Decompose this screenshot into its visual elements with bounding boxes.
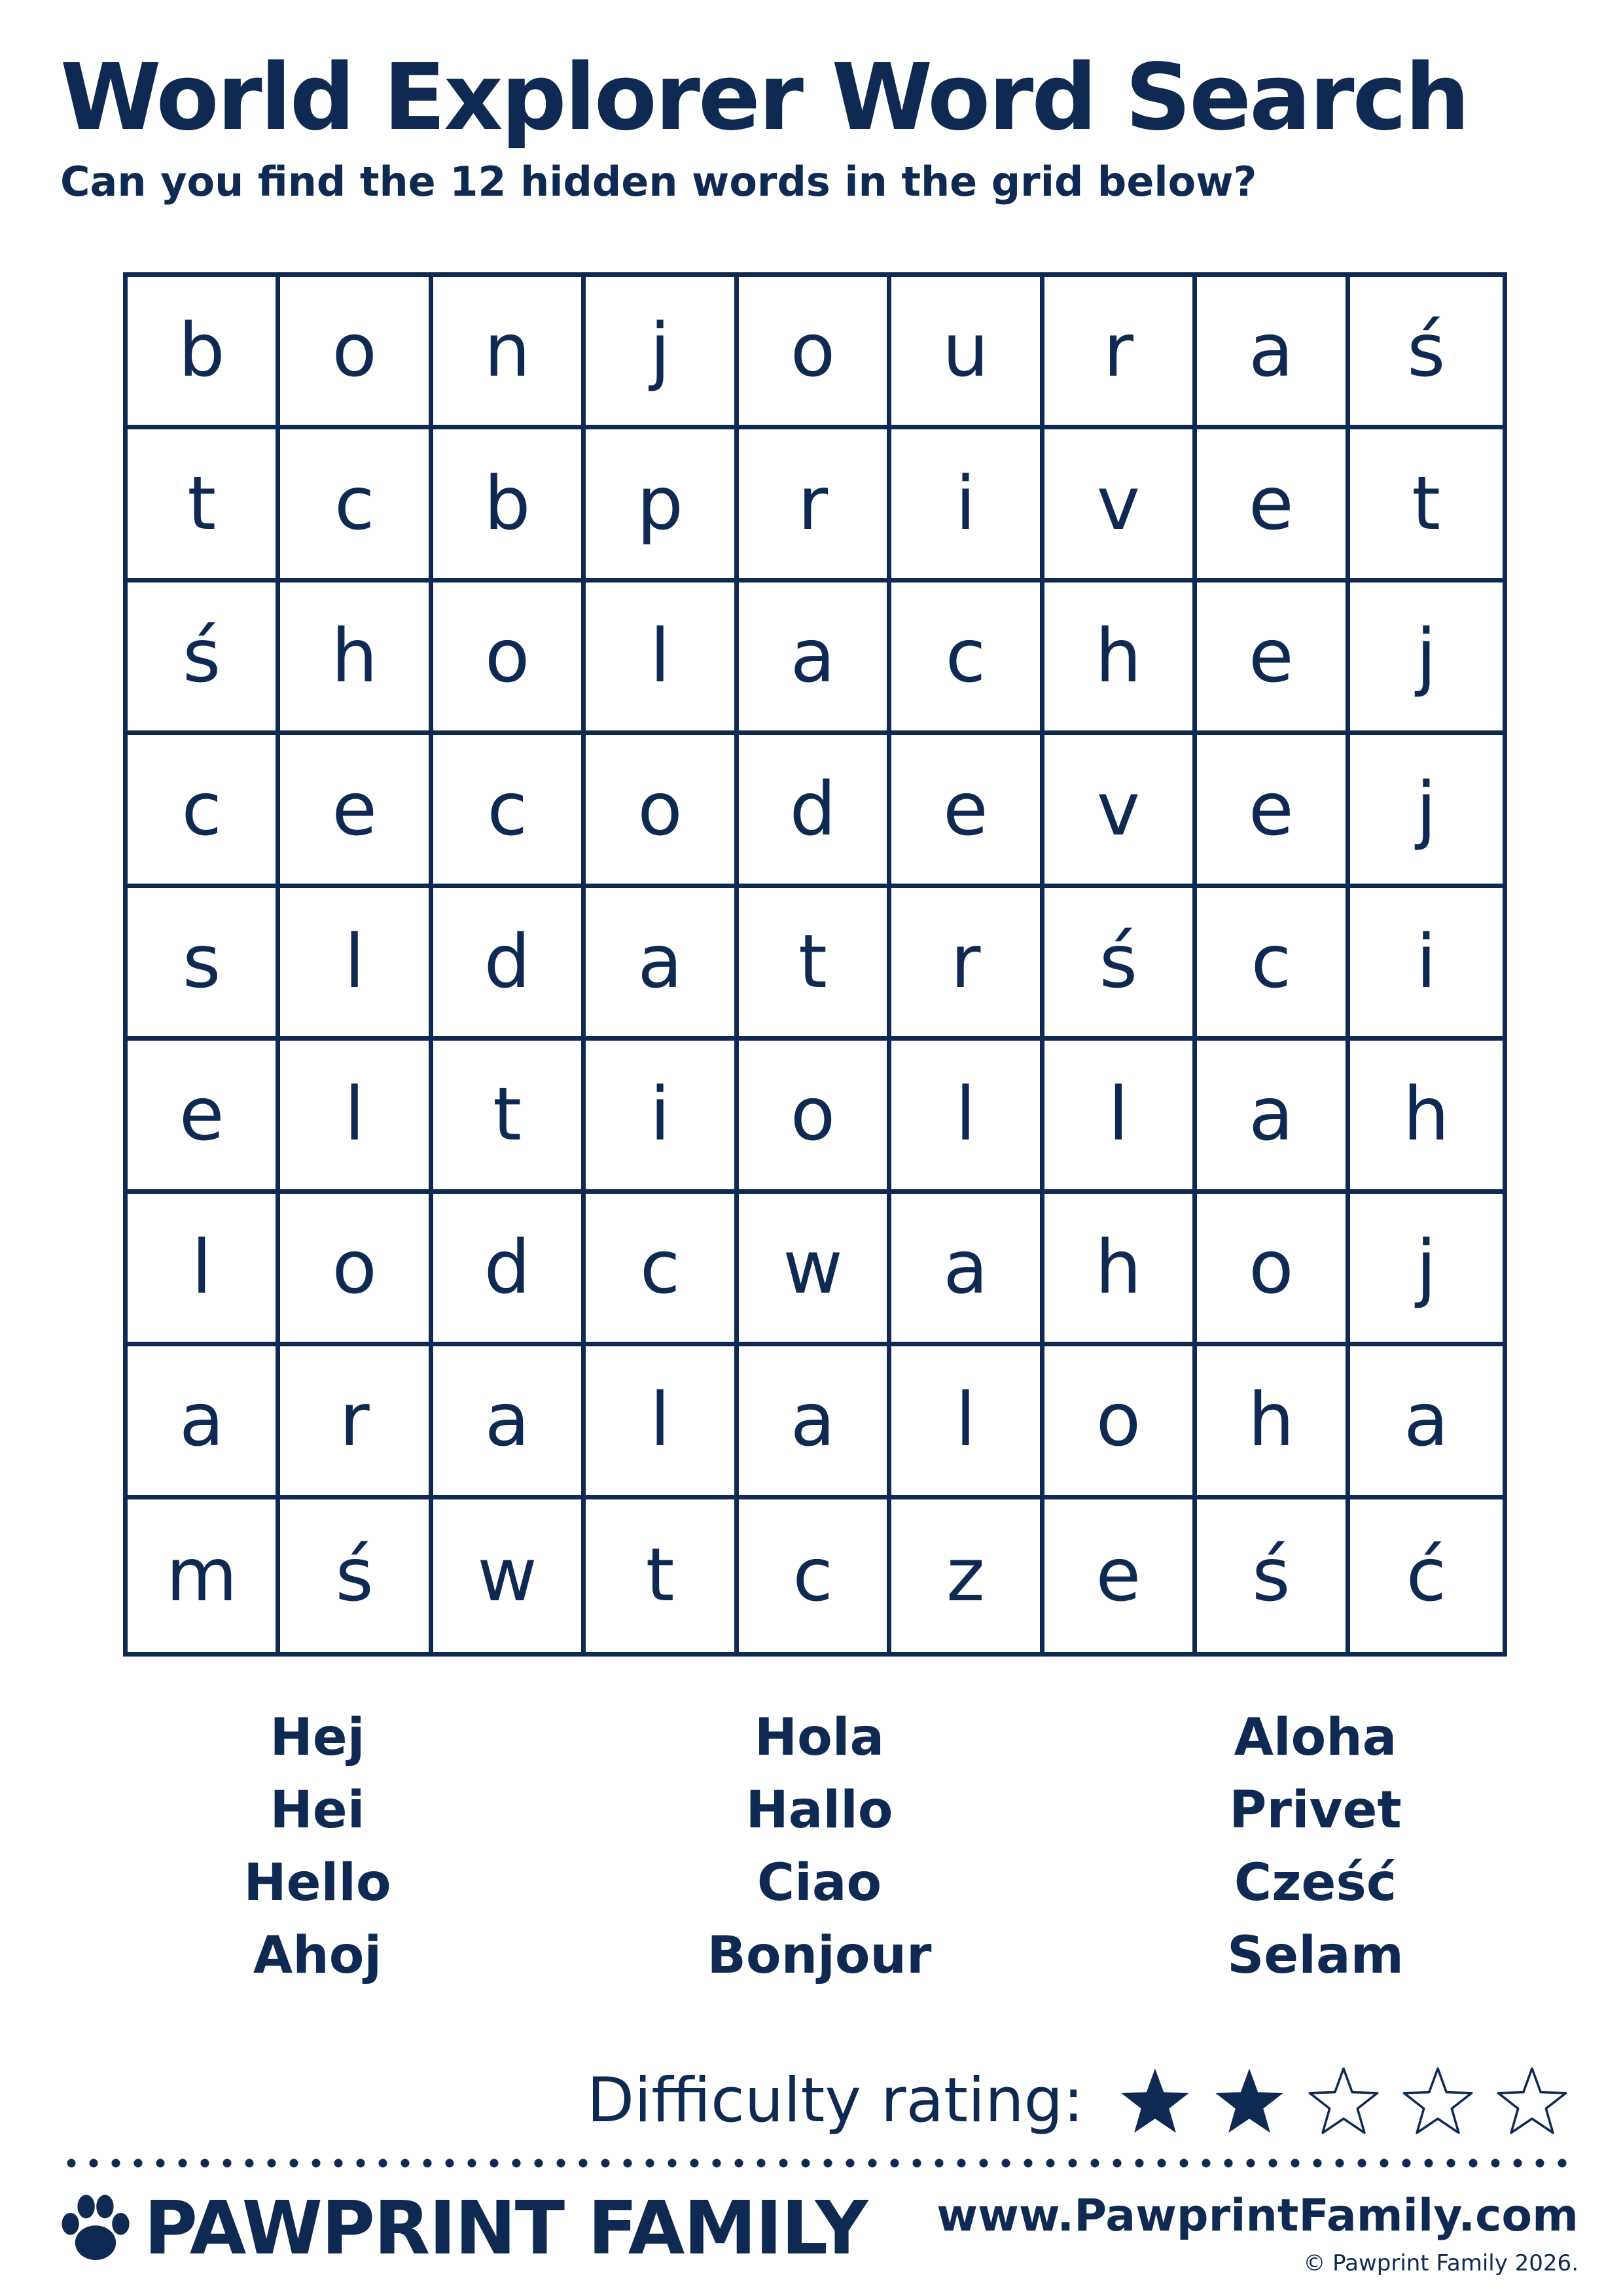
grid-cell: b [433,429,586,582]
grid-cell: z [891,1499,1044,1652]
grid-cell: c [739,1499,891,1652]
grid-cell: b [128,277,280,429]
grid-cell: p [586,429,738,582]
page-title: World Explorer Word Search [60,45,1469,151]
grid-cell: l [1044,1041,1197,1193]
grid-cell: d [433,888,586,1041]
difficulty-rating [587,2062,1571,2140]
grid-cell: ć [1406,1533,1447,1619]
grid-cell: c [280,429,433,582]
grid-cell: j [1350,1194,1503,1346]
grid-cell: j [586,277,738,429]
grid-cell: l [586,583,738,735]
grid-cell: h [1044,583,1197,735]
word-list-item: Bonjour [707,1926,932,1985]
grid-cell: n [433,277,586,429]
grid-cell: h [1350,1041,1503,1193]
grid-cell: e [891,735,1044,888]
grid-cell: l [891,1041,1044,1193]
grid-cell: c [128,735,280,888]
word-list-item: Hej [270,1708,365,1767]
grid-cell: a [433,1346,586,1499]
word-list-item: Hello [243,1854,391,1912]
word-list-column-2 [656,1702,983,1992]
grid-cell: e [1044,1499,1197,1652]
grid-cell: ś [280,1499,433,1652]
website-link[interactable]: www.PawprintFamily.com [936,2190,1578,2242]
grid-cell: e [1197,429,1349,582]
grid-cell: u [891,277,1044,429]
grid-cell: l [280,1041,433,1193]
filled-star-icon [1211,2062,1288,2140]
grid-cell: v [1044,735,1197,888]
grid-cell: a [1197,277,1349,429]
word-list-column-1 [154,1702,481,1992]
filled-star-icon [1116,2062,1194,2140]
word-list-item: Ciao [757,1854,882,1912]
grid-cell: l [891,1346,1044,1499]
grid-cell: a [1197,1041,1349,1193]
grid-cell: e [1197,583,1349,735]
grid-cell: t [1350,429,1503,582]
paw-icon [56,2189,135,2268]
grid-cell: o [1197,1194,1349,1346]
grid-cell: h [1197,1346,1349,1499]
grid-cell: d [739,735,891,888]
grid-cell: l [128,1194,280,1346]
grid-cell: c [433,735,586,888]
grid-cell: t [586,1499,738,1652]
grid-cell: a [128,1346,280,1499]
grid-cell: a [1350,1346,1503,1499]
grid-cell: w [433,1499,586,1652]
grid-cell: a [586,888,738,1041]
grid-cell: t [128,429,280,582]
grid-cell: j [1350,735,1503,888]
outline-star-icon [1493,2062,1571,2140]
grid-cell: r [280,1346,433,1499]
word-list-item: Selam [1227,1926,1404,1985]
grid-cell: t [433,1041,586,1193]
grid-cell: r [1044,277,1197,429]
grid-cell: a [891,1194,1044,1346]
grid-cell: o [739,1041,891,1193]
grid-cell: o [433,583,586,735]
grid-cell: c [891,583,1044,735]
grid-cell: h [1044,1194,1197,1346]
grid-cell: d [433,1194,586,1346]
word-list-item: Hola [754,1708,885,1767]
word-search-grid [123,272,1507,1657]
copyright-notice: © Pawprint Family 2026. [1303,2250,1578,2276]
outline-star-icon [1399,2062,1476,2140]
grid-cell: ś [1044,888,1197,1041]
grid-cell: v [1044,429,1197,582]
grid-cell: o [739,277,891,429]
grid-cell: e [280,735,433,888]
outline-star-icon [1305,2062,1382,2140]
grid-cell: w [739,1194,891,1346]
word-list-item: Hallo [745,1781,893,1840]
difficulty-label: Difficulty rating: [586,2065,1084,2136]
grid-cell: r [891,888,1044,1041]
grid-cell: s [128,888,280,1041]
grid-cell: i [1350,888,1503,1041]
grid-cell: ś [128,583,280,735]
word-list-item: Ahoj [253,1926,382,1985]
grid-cell: a [739,1346,891,1499]
grid-cell: i [586,1041,738,1193]
grid-cell: i [891,429,1044,582]
grid-cell: o [1044,1346,1197,1499]
word-list-column-3 [1152,1702,1479,1992]
grid-cell: o [280,1194,433,1346]
word-list-item: Cześć [1234,1854,1397,1912]
grid-cell: c [586,1194,738,1346]
grid-cell: ś [1197,1499,1349,1652]
dotted-divider [60,2159,1578,2168]
grid-cell: o [280,277,433,429]
grid-cell: c [1197,888,1349,1041]
grid-cell: t [739,888,891,1041]
logo-text: PAWPRINT FAMILY [144,2186,867,2271]
grid-cell: h [280,583,433,735]
grid-cell: l [280,888,433,1041]
word-list-item: Privet [1229,1781,1402,1840]
grid-cell: j [1350,583,1503,735]
grid-cell: e [1197,735,1349,888]
grid-cell: e [128,1041,280,1193]
grid-cell: ś [1350,277,1503,429]
pawprint-logo [56,2186,867,2271]
grid-cell: a [739,583,891,735]
grid-cell: o [586,735,738,888]
grid-cell: m [128,1499,280,1652]
word-list-item: Hei [270,1781,365,1840]
grid-cell: l [586,1346,738,1499]
grid-cell: r [739,429,891,582]
page-subtitle: Can you find the 12 hidden words in the grid below? [60,158,1257,206]
word-list-item: Aloha [1234,1708,1397,1767]
